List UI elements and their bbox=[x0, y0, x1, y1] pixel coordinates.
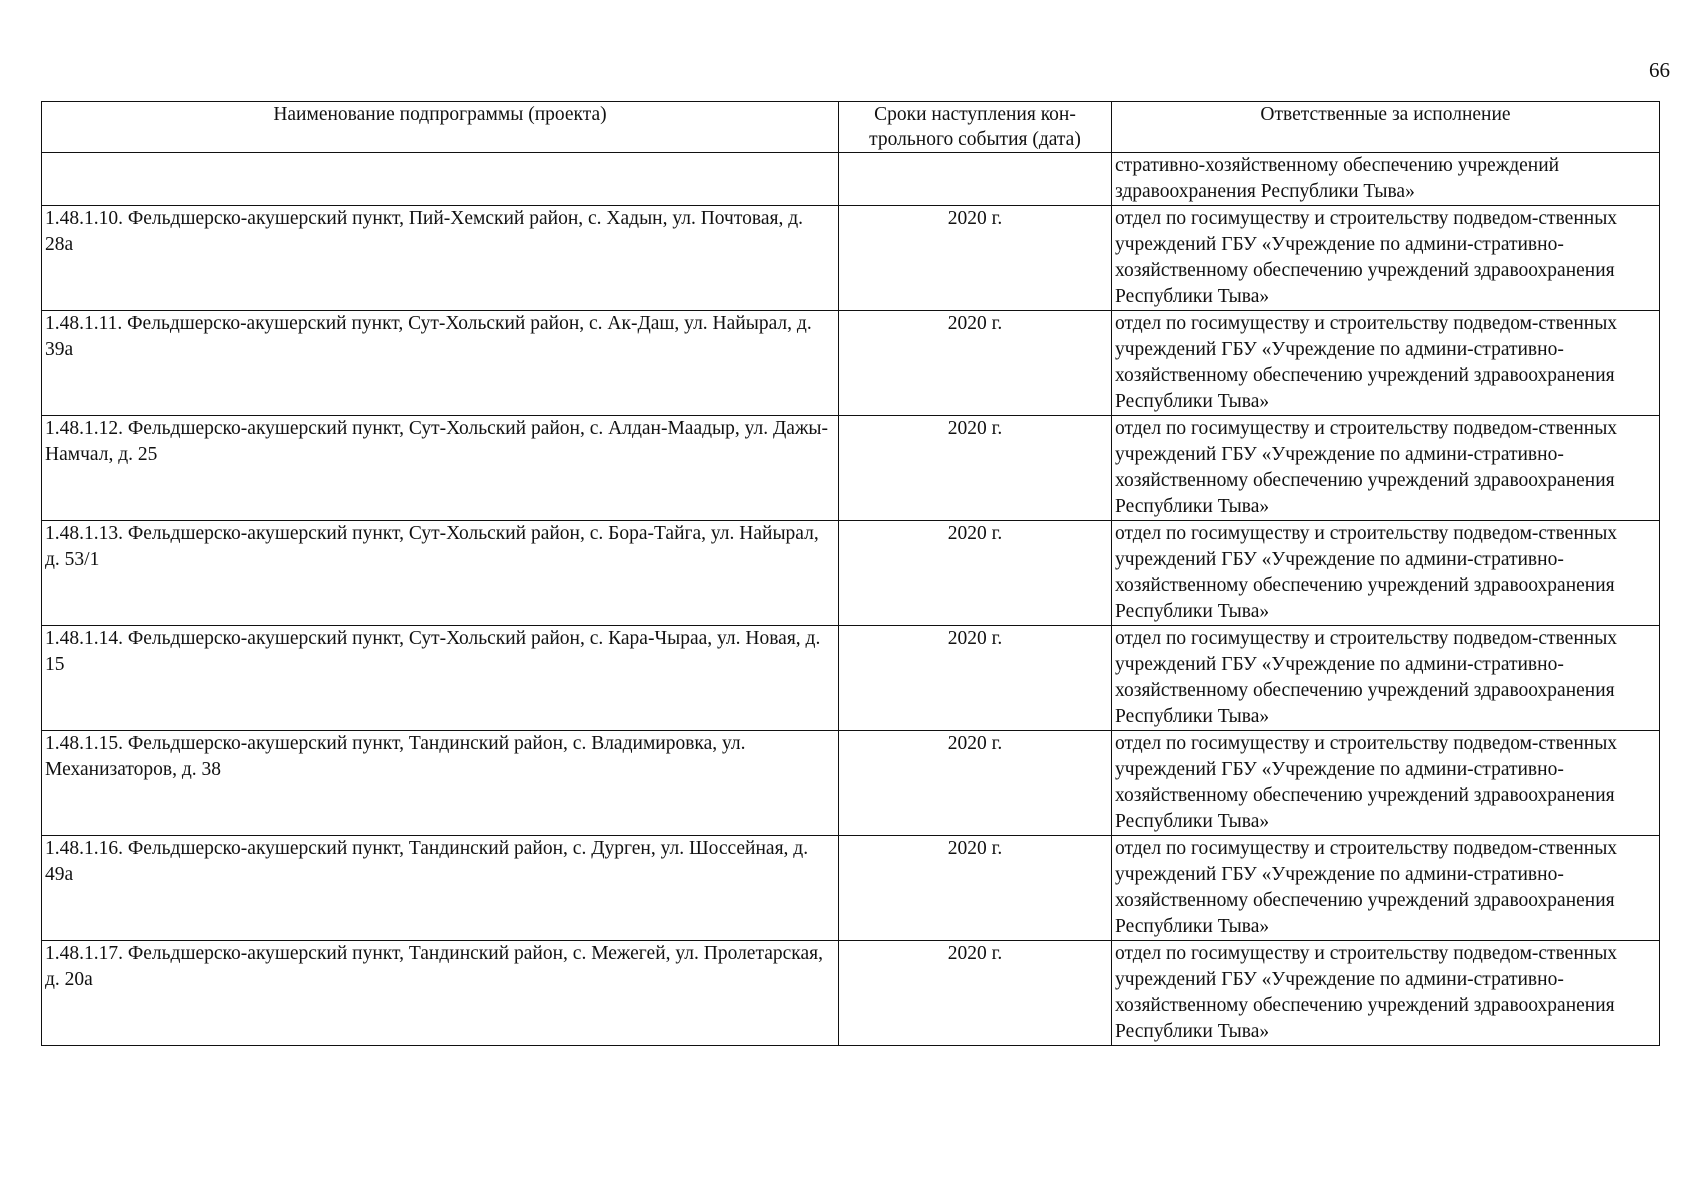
cell-responsible: отдел по госимуществу и строительству подведом-ственных учреждений ГБУ «Учреждение по админи-стративно-хозяйственному обеспечению учреждений здравоохранения Республики Тыва» bbox=[1112, 521, 1660, 626]
table-row bbox=[42, 626, 1660, 731]
cell-name: 1.48.1.11. Фельдшерско-акушерский пункт, Сут-Хольский район, с. Ак-Даш, ул. Найырал, д. 39а bbox=[42, 311, 839, 416]
cell-date: 2020 г. bbox=[839, 311, 1112, 416]
table-header-row bbox=[42, 102, 1660, 153]
cell-name: 1.48.1.15. Фельдшерско-акушерский пункт, Тандинский район, с. Владимировка, ул. Механизаторов, д. 38 bbox=[42, 731, 839, 836]
header-subprogram-name: Наименование подпрограммы (проекта) bbox=[42, 102, 839, 153]
cell-date: 2020 г. bbox=[839, 941, 1112, 1046]
cell-date: 2020 г. bbox=[839, 626, 1112, 731]
table-row-continuation bbox=[42, 153, 1660, 206]
table-row bbox=[42, 206, 1660, 311]
cell-name: 1.48.1.14. Фельдшерско-акушерский пункт, Сут-Хольский район, с. Кара-Чыраа, ул. Новая, д. 15 bbox=[42, 626, 839, 731]
cell-name: 1.48.1.13. Фельдшерско-акушерский пункт, Сут-Хольский район, с. Бора-Тайга, ул. Найырал, д. 53/1 bbox=[42, 521, 839, 626]
cell-name: 1.48.1.10. Фельдшерско-акушерский пункт, Пий-Хемский район, с. Хадын, ул. Почтовая, д. 28а bbox=[42, 206, 839, 311]
control-events-table bbox=[41, 101, 1660, 1046]
cell-date: 2020 г. bbox=[839, 206, 1112, 311]
cell-responsible: отдел по госимуществу и строительству подведом-ственных учреждений ГБУ «Учреждение по админи-стративно-хозяйственному обеспечению учреждений здравоохранения Республики Тыва» bbox=[1112, 836, 1660, 941]
table-row bbox=[42, 731, 1660, 836]
cell-responsible: отдел по госимуществу и строительству подведом-ственных учреждений ГБУ «Учреждение по админи-стративно-хозяйственному обеспечению учреждений здравоохранения Республики Тыва» bbox=[1112, 626, 1660, 731]
table-row bbox=[42, 311, 1660, 416]
cell-name: 1.48.1.12. Фельдшерско-акушерский пункт, Сут-Хольский район, с. Алдан-Маадыр, ул. Дажы-Намчал, д. 25 bbox=[42, 416, 839, 521]
cell-responsible: отдел по госимуществу и строительству подведом-ственных учреждений ГБУ «Учреждение по админи-стративно-хозяйственному обеспечению учреждений здравоохранения Республики Тыва» bbox=[1112, 416, 1660, 521]
cell-responsible: отдел по госимуществу и строительству подведом-ственных учреждений ГБУ «Учреждение по админи-стративно-хозяйственному обеспечению учреждений здравоохранения Республики Тыва» bbox=[1112, 311, 1660, 416]
cell-name: 1.48.1.17. Фельдшерско-акушерский пункт, Тандинский район, с. Межегей, ул. Пролетарская, д. 20а bbox=[42, 941, 839, 1046]
table-row bbox=[42, 521, 1660, 626]
cell-date: 2020 г. bbox=[839, 836, 1112, 941]
header-event-date: Сроки наступления кон-трольного события (дата) bbox=[839, 102, 1112, 153]
table-row bbox=[42, 836, 1660, 941]
table-row bbox=[42, 416, 1660, 521]
cell-responsible: отдел по госимуществу и строительству подведом-ственных учреждений ГБУ «Учреждение по админи-стративно-хозяйственному обеспечению учреждений здравоохранения Республики Тыва» bbox=[1112, 206, 1660, 311]
header-responsible: Ответственные за исполнение bbox=[1112, 102, 1660, 153]
cell-responsible: отдел по госимуществу и строительству подведом-ственных учреждений ГБУ «Учреждение по админи-стративно-хозяйственному обеспечению учреждений здравоохранения Республики Тыва» bbox=[1112, 731, 1660, 836]
cell-responsible: отдел по госимуществу и строительству подведом-ственных учреждений ГБУ «Учреждение по админи-стративно-хозяйственному обеспечению учреждений здравоохранения Республики Тыва» bbox=[1112, 941, 1660, 1046]
cell-date: 2020 г. bbox=[839, 521, 1112, 626]
table-row bbox=[42, 941, 1660, 1046]
cell-name bbox=[42, 153, 839, 206]
cell-date bbox=[839, 153, 1112, 206]
cell-date: 2020 г. bbox=[839, 731, 1112, 836]
cell-responsible: стративно-хозяйственному обеспечению учреждений здравоохранения Республики Тыва» bbox=[1112, 153, 1660, 206]
page-number: 66 bbox=[1649, 58, 1670, 82]
cell-date: 2020 г. bbox=[839, 416, 1112, 521]
cell-name: 1.48.1.16. Фельдшерско-акушерский пункт, Тандинский район, с. Дурген, ул. Шоссейная, д. 49а bbox=[42, 836, 839, 941]
